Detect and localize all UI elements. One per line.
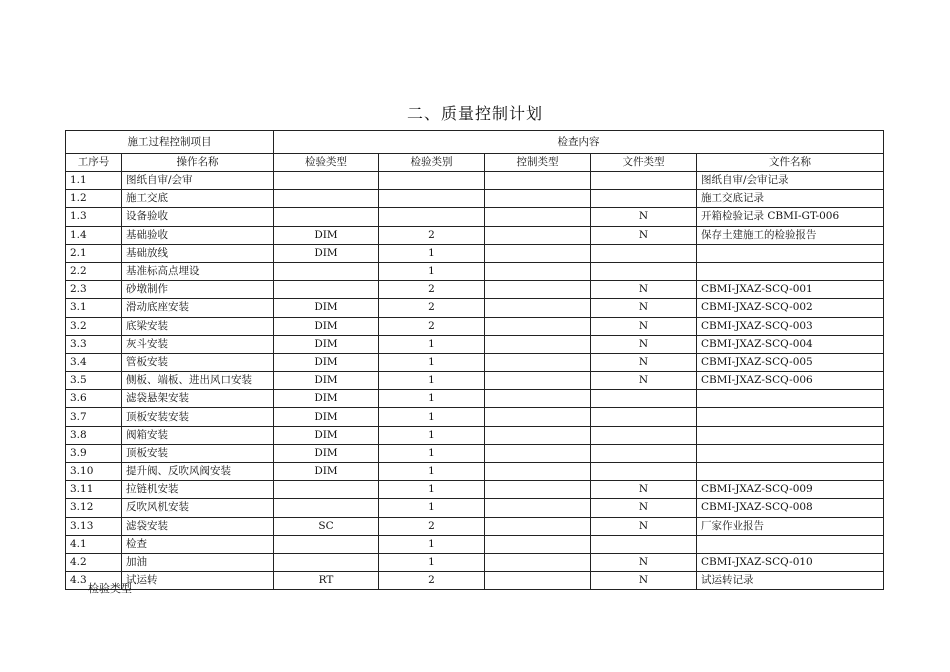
file-name-cell: 厂家作业报告 [697,517,884,535]
inspection-type-cell: DIM [274,390,379,408]
inspection-class-cell: 2 [379,299,485,317]
inspection-type-cell [274,262,379,280]
column-header: 文件名称 [697,154,884,172]
step-number-cell: 3.2 [66,317,122,335]
control-type-cell [485,262,591,280]
step-number-cell: 3.5 [66,372,122,390]
step-number-cell: 1.3 [66,208,122,226]
file-name-cell [697,426,884,444]
inspection-class-cell: 2 [379,281,485,299]
table-row [66,317,884,335]
step-number-cell: 2.1 [66,244,122,262]
file-name-cell: CBMI-JXAZ-SCQ-005 [697,353,884,371]
control-type-cell [485,535,591,553]
table-row [66,208,884,226]
file-name-cell: CBMI-JXAZ-SCQ-001 [697,281,884,299]
file-name-cell [697,408,884,426]
control-type-cell [485,172,591,190]
inspection-class-cell [379,208,485,226]
table-row [66,553,884,571]
operation-name-cell: 侧板、端板、进出风口安装 [122,372,274,390]
file-type-cell: N [591,517,697,535]
table-row [66,517,884,535]
operation-name-cell: 顶板安装安装 [122,408,274,426]
inspection-type-cell [274,553,379,571]
operation-name-cell: 滤袋悬架安装 [122,390,274,408]
step-number-cell: 3.3 [66,335,122,353]
inspection-type-cell [274,208,379,226]
inspection-class-cell: 1 [379,390,485,408]
step-number-cell: 3.11 [66,481,122,499]
inspection-type-cell [274,535,379,553]
step-number-cell: 1.4 [66,226,122,244]
inspection-class-cell: 1 [379,481,485,499]
group-header-process: 施工过程控制项目 [66,131,274,154]
table-row [66,535,884,553]
column-header: 检验类别 [379,154,485,172]
file-name-cell [697,444,884,462]
control-type-cell [485,517,591,535]
file-type-cell [591,390,697,408]
quality-control-plan-table [65,130,884,590]
control-type-cell [485,408,591,426]
file-type-cell: N [591,299,697,317]
operation-name-cell: 基础放线 [122,244,274,262]
file-type-cell [591,463,697,481]
inspection-type-cell: DIM [274,372,379,390]
file-name-cell: CBMI-JXAZ-SCQ-003 [697,317,884,335]
inspection-type-cell: RT [274,572,379,590]
operation-name-cell: 加油 [122,553,274,571]
operation-name-cell: 检查 [122,535,274,553]
step-number-cell: 3.12 [66,499,122,517]
operation-name-cell: 提升阀、反吹风阀安装 [122,463,274,481]
inspection-class-cell: 1 [379,262,485,280]
header-group-row [66,131,884,154]
step-number-cell: 3.7 [66,408,122,426]
file-type-cell: N [591,481,697,499]
inspection-class-cell: 1 [379,499,485,517]
operation-name-cell: 试运转 [122,572,274,590]
file-type-cell: N [591,281,697,299]
table-row [66,499,884,517]
column-header: 控制类型 [485,154,591,172]
file-name-cell: CBMI-JXAZ-SCQ-008 [697,499,884,517]
file-name-cell: 保存土建施工的检验报告 [697,226,884,244]
control-type-cell [485,463,591,481]
inspection-class-cell: 1 [379,553,485,571]
file-type-cell: N [591,499,697,517]
control-type-cell [485,444,591,462]
step-number-cell: 2.3 [66,281,122,299]
table-row [66,262,884,280]
file-type-cell: N [591,572,697,590]
file-name-cell [697,463,884,481]
operation-name-cell: 基础验收 [122,226,274,244]
control-type-cell [485,244,591,262]
file-name-cell [697,535,884,553]
file-name-cell: 图纸自审/会审记录 [697,172,884,190]
table-row [66,335,884,353]
table-row [66,463,884,481]
file-name-cell: CBMI-JXAZ-SCQ-009 [697,481,884,499]
file-type-cell: N [591,353,697,371]
table-row [66,444,884,462]
inspection-class-cell: 1 [379,444,485,462]
file-name-cell: 施工交底记录 [697,190,884,208]
file-type-cell [591,190,697,208]
table-row [66,281,884,299]
inspection-class-cell: 1 [379,426,485,444]
operation-name-cell: 拉链机安装 [122,481,274,499]
operation-name-cell: 管板安装 [122,353,274,371]
operation-name-cell: 滑动底座安装 [122,299,274,317]
inspection-class-cell: 2 [379,572,485,590]
operation-name-cell: 设备验收 [122,208,274,226]
inspection-type-cell [274,281,379,299]
inspection-class-cell [379,172,485,190]
file-name-cell [697,244,884,262]
file-type-cell: N [591,317,697,335]
operation-name-cell: 顶板安装 [122,444,274,462]
control-type-cell [485,481,591,499]
operation-name-cell: 施工交底 [122,190,274,208]
control-type-cell [485,426,591,444]
table-row [66,481,884,499]
table-body [66,172,884,590]
table-row [66,353,884,371]
column-header-row [66,154,884,172]
step-number-cell: 3.13 [66,517,122,535]
inspection-type-cell: DIM [274,244,379,262]
inspection-type-cell: SC [274,517,379,535]
operation-name-cell: 滤袋安装 [122,517,274,535]
inspection-class-cell: 1 [379,353,485,371]
inspection-class-cell: 2 [379,317,485,335]
inspection-class-cell: 1 [379,244,485,262]
control-type-cell [485,208,591,226]
inspection-type-cell: DIM [274,317,379,335]
table-row [66,226,884,244]
control-type-cell [485,190,591,208]
table-row [66,572,884,590]
step-number-cell: 3.8 [66,426,122,444]
file-type-cell: N [591,372,697,390]
inspection-class-cell: 1 [379,535,485,553]
file-name-cell: 试运转记录 [697,572,884,590]
operation-name-cell: 阀箱安装 [122,426,274,444]
group-header-inspection: 检查内容 [274,131,884,154]
column-header: 操作名称 [122,154,274,172]
file-name-cell: CBMI-JXAZ-SCQ-004 [697,335,884,353]
inspection-type-cell [274,172,379,190]
step-number-cell: 3.6 [66,390,122,408]
file-name-cell: 开箱检验记录 CBMI-GT-006 [697,208,884,226]
file-name-cell: CBMI-JXAZ-SCQ-010 [697,553,884,571]
file-type-cell [591,426,697,444]
inspection-type-cell: DIM [274,408,379,426]
table-row [66,299,884,317]
step-number-cell: 4.2 [66,553,122,571]
footnote-label: 检验类型 [88,582,132,595]
control-type-cell [485,390,591,408]
table-row [66,408,884,426]
inspection-class-cell: 2 [379,226,485,244]
control-type-cell [485,335,591,353]
control-type-cell [485,499,591,517]
file-type-cell: N [591,553,697,571]
inspection-type-cell: DIM [274,463,379,481]
step-number-cell: 4.3 [66,572,122,590]
file-type-cell [591,244,697,262]
inspection-type-cell: DIM [274,299,379,317]
inspection-class-cell: 1 [379,335,485,353]
inspection-type-cell [274,481,379,499]
file-type-cell [591,262,697,280]
control-type-cell [485,226,591,244]
operation-name-cell: 底梁安装 [122,317,274,335]
operation-name-cell: 基准标高点埋设 [122,262,274,280]
column-header: 文件类型 [591,154,697,172]
page-title: 二、质量控制计划 [406,104,543,123]
inspection-type-cell: DIM [274,335,379,353]
table-row [66,426,884,444]
inspection-type-cell [274,499,379,517]
inspection-type-cell: DIM [274,444,379,462]
control-type-cell [485,281,591,299]
step-number-cell: 3.10 [66,463,122,481]
operation-name-cell: 灰斗安装 [122,335,274,353]
inspection-class-cell [379,190,485,208]
inspection-class-cell: 1 [379,372,485,390]
step-number-cell: 1.2 [66,190,122,208]
inspection-class-cell: 1 [379,463,485,481]
step-number-cell: 2.2 [66,262,122,280]
file-name-cell: CBMI-JXAZ-SCQ-002 [697,299,884,317]
control-type-cell [485,299,591,317]
table-row [66,190,884,208]
file-type-cell: N [591,335,697,353]
control-type-cell [485,317,591,335]
table-row [66,172,884,190]
file-type-cell [591,444,697,462]
control-type-cell [485,353,591,371]
file-type-cell: N [591,208,697,226]
table-row [66,372,884,390]
control-type-cell [485,553,591,571]
inspection-class-cell: 1 [379,408,485,426]
file-name-cell [697,390,884,408]
file-name-cell [697,262,884,280]
step-number-cell: 4.1 [66,535,122,553]
file-type-cell [591,408,697,426]
table-row [66,390,884,408]
file-type-cell [591,172,697,190]
inspection-type-cell: DIM [274,226,379,244]
file-name-cell: CBMI-JXAZ-SCQ-006 [697,372,884,390]
operation-name-cell: 砂墩制作 [122,281,274,299]
control-type-cell [485,572,591,590]
inspection-type-cell: DIM [274,426,379,444]
step-number-cell: 3.9 [66,444,122,462]
inspection-class-cell: 2 [379,517,485,535]
step-number-cell: 1.1 [66,172,122,190]
column-header: 检验类型 [274,154,379,172]
step-number-cell: 3.1 [66,299,122,317]
operation-name-cell: 反吹风机安装 [122,499,274,517]
step-number-cell: 3.4 [66,353,122,371]
operation-name-cell: 图纸自审/会审 [122,172,274,190]
column-header: 工序号 [66,154,122,172]
inspection-type-cell: DIM [274,353,379,371]
inspection-type-cell [274,190,379,208]
control-type-cell [485,372,591,390]
table-row [66,244,884,262]
file-type-cell: N [591,226,697,244]
file-type-cell [591,535,697,553]
